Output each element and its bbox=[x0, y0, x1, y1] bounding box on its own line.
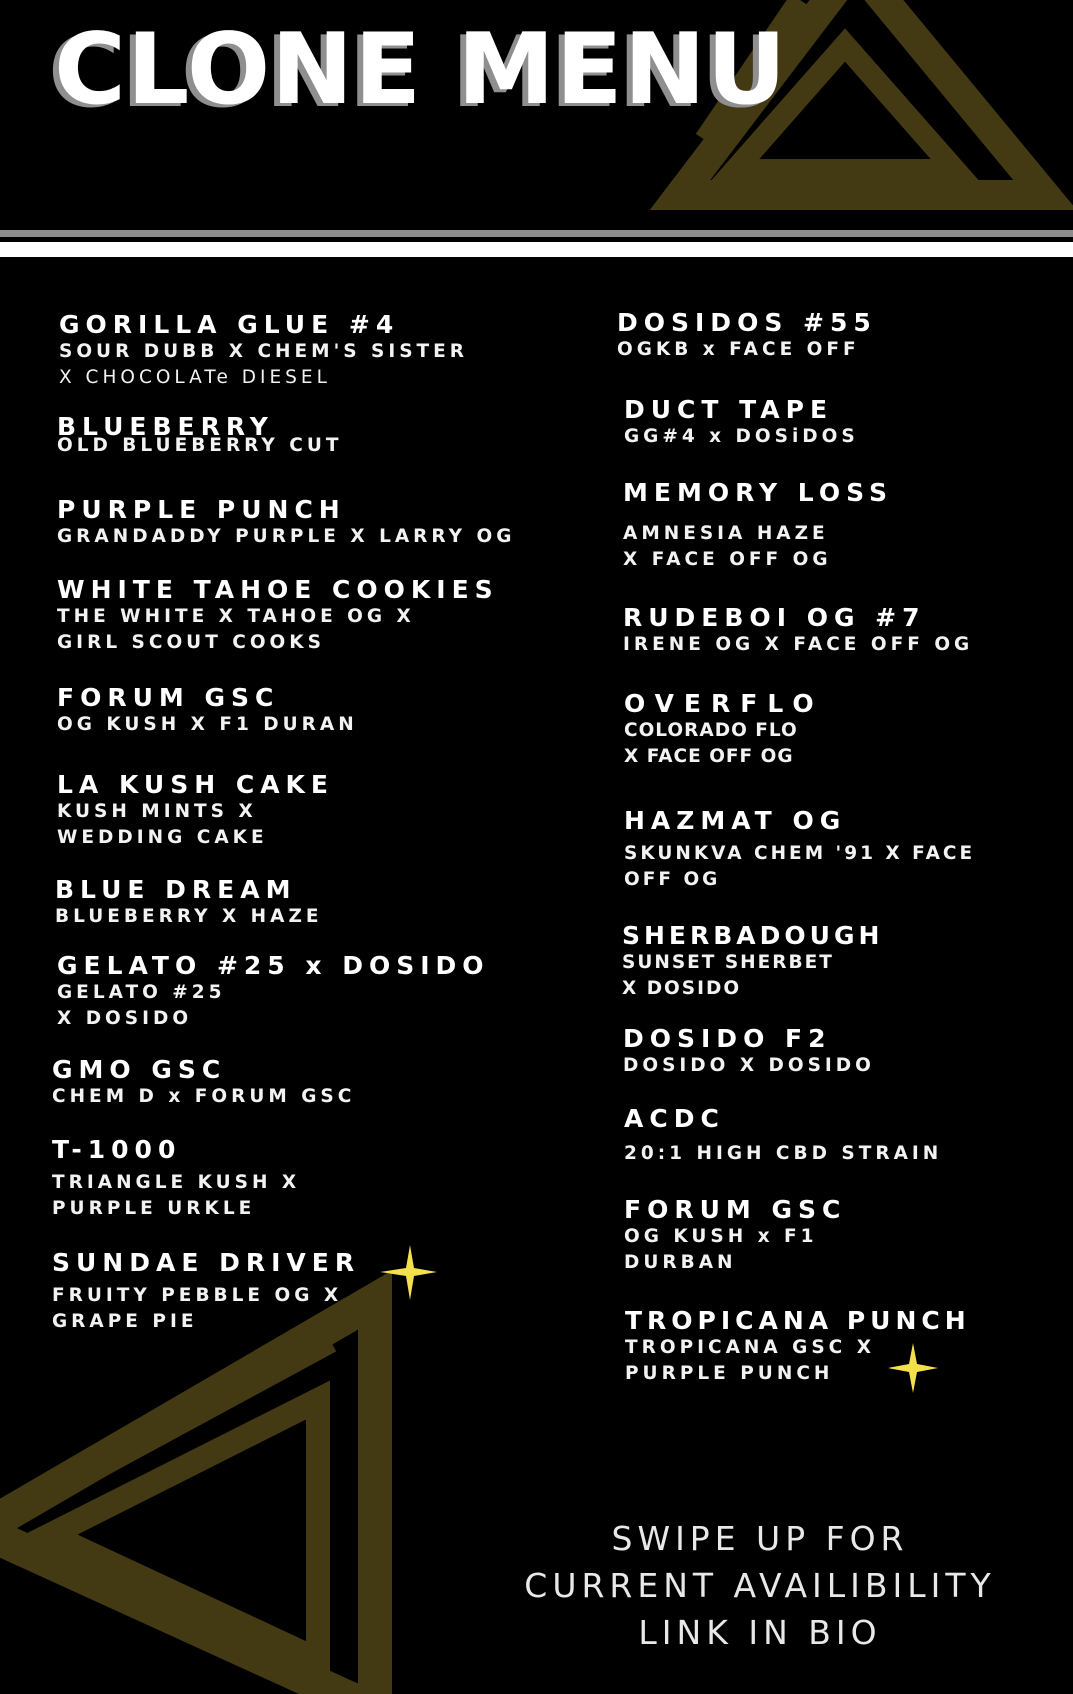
footer-line-3: LINK IN BIO bbox=[638, 1613, 882, 1652]
strain-item-gmo-gsc bbox=[52, 1055, 355, 1110]
strain-lineage: PURPLE URKLE bbox=[52, 1198, 256, 1219]
strain-name: BLUEBERRY bbox=[57, 412, 274, 441]
strain-name: FORUM GSC bbox=[624, 1195, 847, 1224]
strain-lineage: OGKB x FACE OFF bbox=[617, 339, 860, 360]
strain-lineage: COLORADO FLO bbox=[624, 720, 798, 741]
strain-lineage: GRANDADDY PURPLE X LARRY OG bbox=[57, 526, 516, 547]
strain-name: DUCT TAPE bbox=[624, 395, 834, 424]
strain-item-gelato-25 bbox=[57, 951, 490, 1032]
strain-item-la-kush-cake bbox=[57, 770, 334, 851]
strain-lineage: PURPLE PUNCH bbox=[625, 1363, 834, 1384]
strain-name: RUDEBOI OG #7 bbox=[623, 603, 926, 632]
strain-name: SHERBADOUGH bbox=[622, 921, 884, 950]
strain-item-white-tahoe-cookies bbox=[57, 575, 499, 656]
strain-item-sundae-driver bbox=[52, 1248, 360, 1335]
strain-item-blue-dream bbox=[55, 875, 323, 930]
strain-lineage: GELATO #25 bbox=[57, 982, 226, 1003]
strain-name: SUNDAE DRIVER bbox=[52, 1248, 361, 1277]
strain-lineage: OFF OG bbox=[624, 869, 721, 890]
header-divider-grey bbox=[0, 230, 1073, 237]
strain-name: MEMORY LOSS bbox=[623, 478, 893, 507]
strain-name: GELATO #25 x DOSIDO bbox=[57, 951, 490, 980]
strain-lineage: GRAPE PIE bbox=[52, 1311, 198, 1332]
strain-item-blueberry bbox=[57, 412, 342, 459]
strain-lineage: KUSH MINTS X bbox=[57, 801, 257, 822]
footer-line-2: CURRENT AVAILIBILITY bbox=[524, 1566, 996, 1605]
strain-item-tropicana-punch bbox=[625, 1306, 971, 1387]
strain-name: OVERFLO bbox=[624, 689, 824, 718]
strain-item-t-1000 bbox=[52, 1135, 300, 1222]
strain-item-dosido-f2 bbox=[623, 1024, 875, 1079]
header-divider-white bbox=[0, 242, 1073, 257]
strain-item-forum-gsc-right bbox=[624, 1195, 846, 1276]
strain-lineage: OG KUSH x F1 bbox=[624, 1226, 818, 1247]
strain-item-memory-loss bbox=[623, 478, 893, 573]
strain-lineage: GIRL SCOUT COOKS bbox=[57, 632, 325, 653]
strain-lineage: CHEM D x FORUM GSC bbox=[52, 1086, 356, 1107]
strain-name: T-1000 bbox=[52, 1135, 182, 1164]
strain-lineage: DURBAN bbox=[624, 1252, 737, 1273]
strain-lineage: IRENE OG X FACE OFF OG bbox=[623, 634, 974, 655]
strain-item-rudeboi-og-7 bbox=[623, 603, 973, 658]
gold-triangle-bottom-icon bbox=[0, 1300, 375, 1694]
strain-lineage: 20:1 HIGH CBD STRAIN bbox=[624, 1143, 943, 1164]
strain-item-forum-gsc-left bbox=[57, 683, 358, 738]
strain-lineage: X FACE OFF OG bbox=[624, 746, 794, 767]
strain-name: FORUM GSC bbox=[57, 683, 280, 712]
strain-name: LA KUSH CAKE bbox=[57, 770, 334, 799]
strain-item-dosidos-55 bbox=[617, 308, 877, 363]
strain-lineage: SOUR DUBB X CHEM'S SISTER bbox=[59, 341, 469, 362]
strain-lineage: SKUNKVA CHEM '91 X FACE bbox=[624, 843, 976, 864]
strain-lineage: THE WHITE X TAHOE OG X bbox=[57, 606, 415, 627]
strain-lineage: DOSIDO X DOSIDO bbox=[623, 1055, 875, 1076]
strain-item-gorilla-glue bbox=[59, 310, 468, 391]
strain-item-duct-tape bbox=[624, 395, 859, 450]
strain-lineage: GG#4 x DOSiDOS bbox=[624, 426, 859, 447]
strain-lineage: OLD BLUEBERRY CUT bbox=[57, 435, 343, 456]
strain-lineage: X FACE OFF OG bbox=[623, 549, 832, 570]
strain-name: GMO GSC bbox=[52, 1055, 227, 1084]
strain-name: PURPLE PUNCH bbox=[57, 495, 346, 524]
strain-lineage: BLUEBERRY X HAZE bbox=[55, 906, 323, 927]
strain-name: HAZMAT OG bbox=[624, 806, 847, 835]
footer-line-1: SWIPE UP FOR bbox=[611, 1519, 909, 1558]
strain-lineage: OG KUSH X F1 DURAN bbox=[57, 714, 358, 735]
availability-note bbox=[520, 1515, 1000, 1656]
strain-lineage: X DOSIDO bbox=[622, 978, 742, 999]
strain-lineage: TROPICANA GSC X bbox=[625, 1337, 875, 1358]
strain-lineage: AMNESIA HAZE bbox=[623, 523, 829, 544]
strain-name: BLUE DREAM bbox=[55, 875, 297, 904]
strain-name: WHITE TAHOE COOKIES bbox=[57, 575, 499, 604]
strain-lineage: FRUITY PEBBLE OG X bbox=[52, 1285, 343, 1306]
page-title: CLONE MENU bbox=[54, 13, 788, 127]
strain-lineage: WEDDING CAKE bbox=[57, 827, 268, 848]
strain-item-purple-punch bbox=[57, 495, 515, 550]
strain-name: ACDC bbox=[624, 1104, 725, 1133]
strain-name: TROPICANA PUNCH bbox=[625, 1306, 971, 1335]
strain-name: GORILLA GLUE #4 bbox=[59, 310, 400, 339]
strain-lineage: TRIANGLE KUSH X bbox=[52, 1172, 301, 1193]
strain-item-hazmat-og bbox=[624, 806, 975, 893]
strain-name: DOSIDOS #55 bbox=[617, 308, 877, 337]
strain-lineage: X DOSIDO bbox=[57, 1008, 193, 1029]
strain-item-sherbadough bbox=[622, 921, 883, 1002]
strain-lineage: X CHOCOLATe DIESEL bbox=[59, 367, 331, 388]
strain-item-acdc bbox=[624, 1104, 942, 1167]
strain-lineage: SUNSET SHERBET bbox=[622, 952, 834, 973]
strain-name: DOSIDO F2 bbox=[623, 1024, 832, 1053]
strain-item-overflo bbox=[624, 689, 824, 770]
